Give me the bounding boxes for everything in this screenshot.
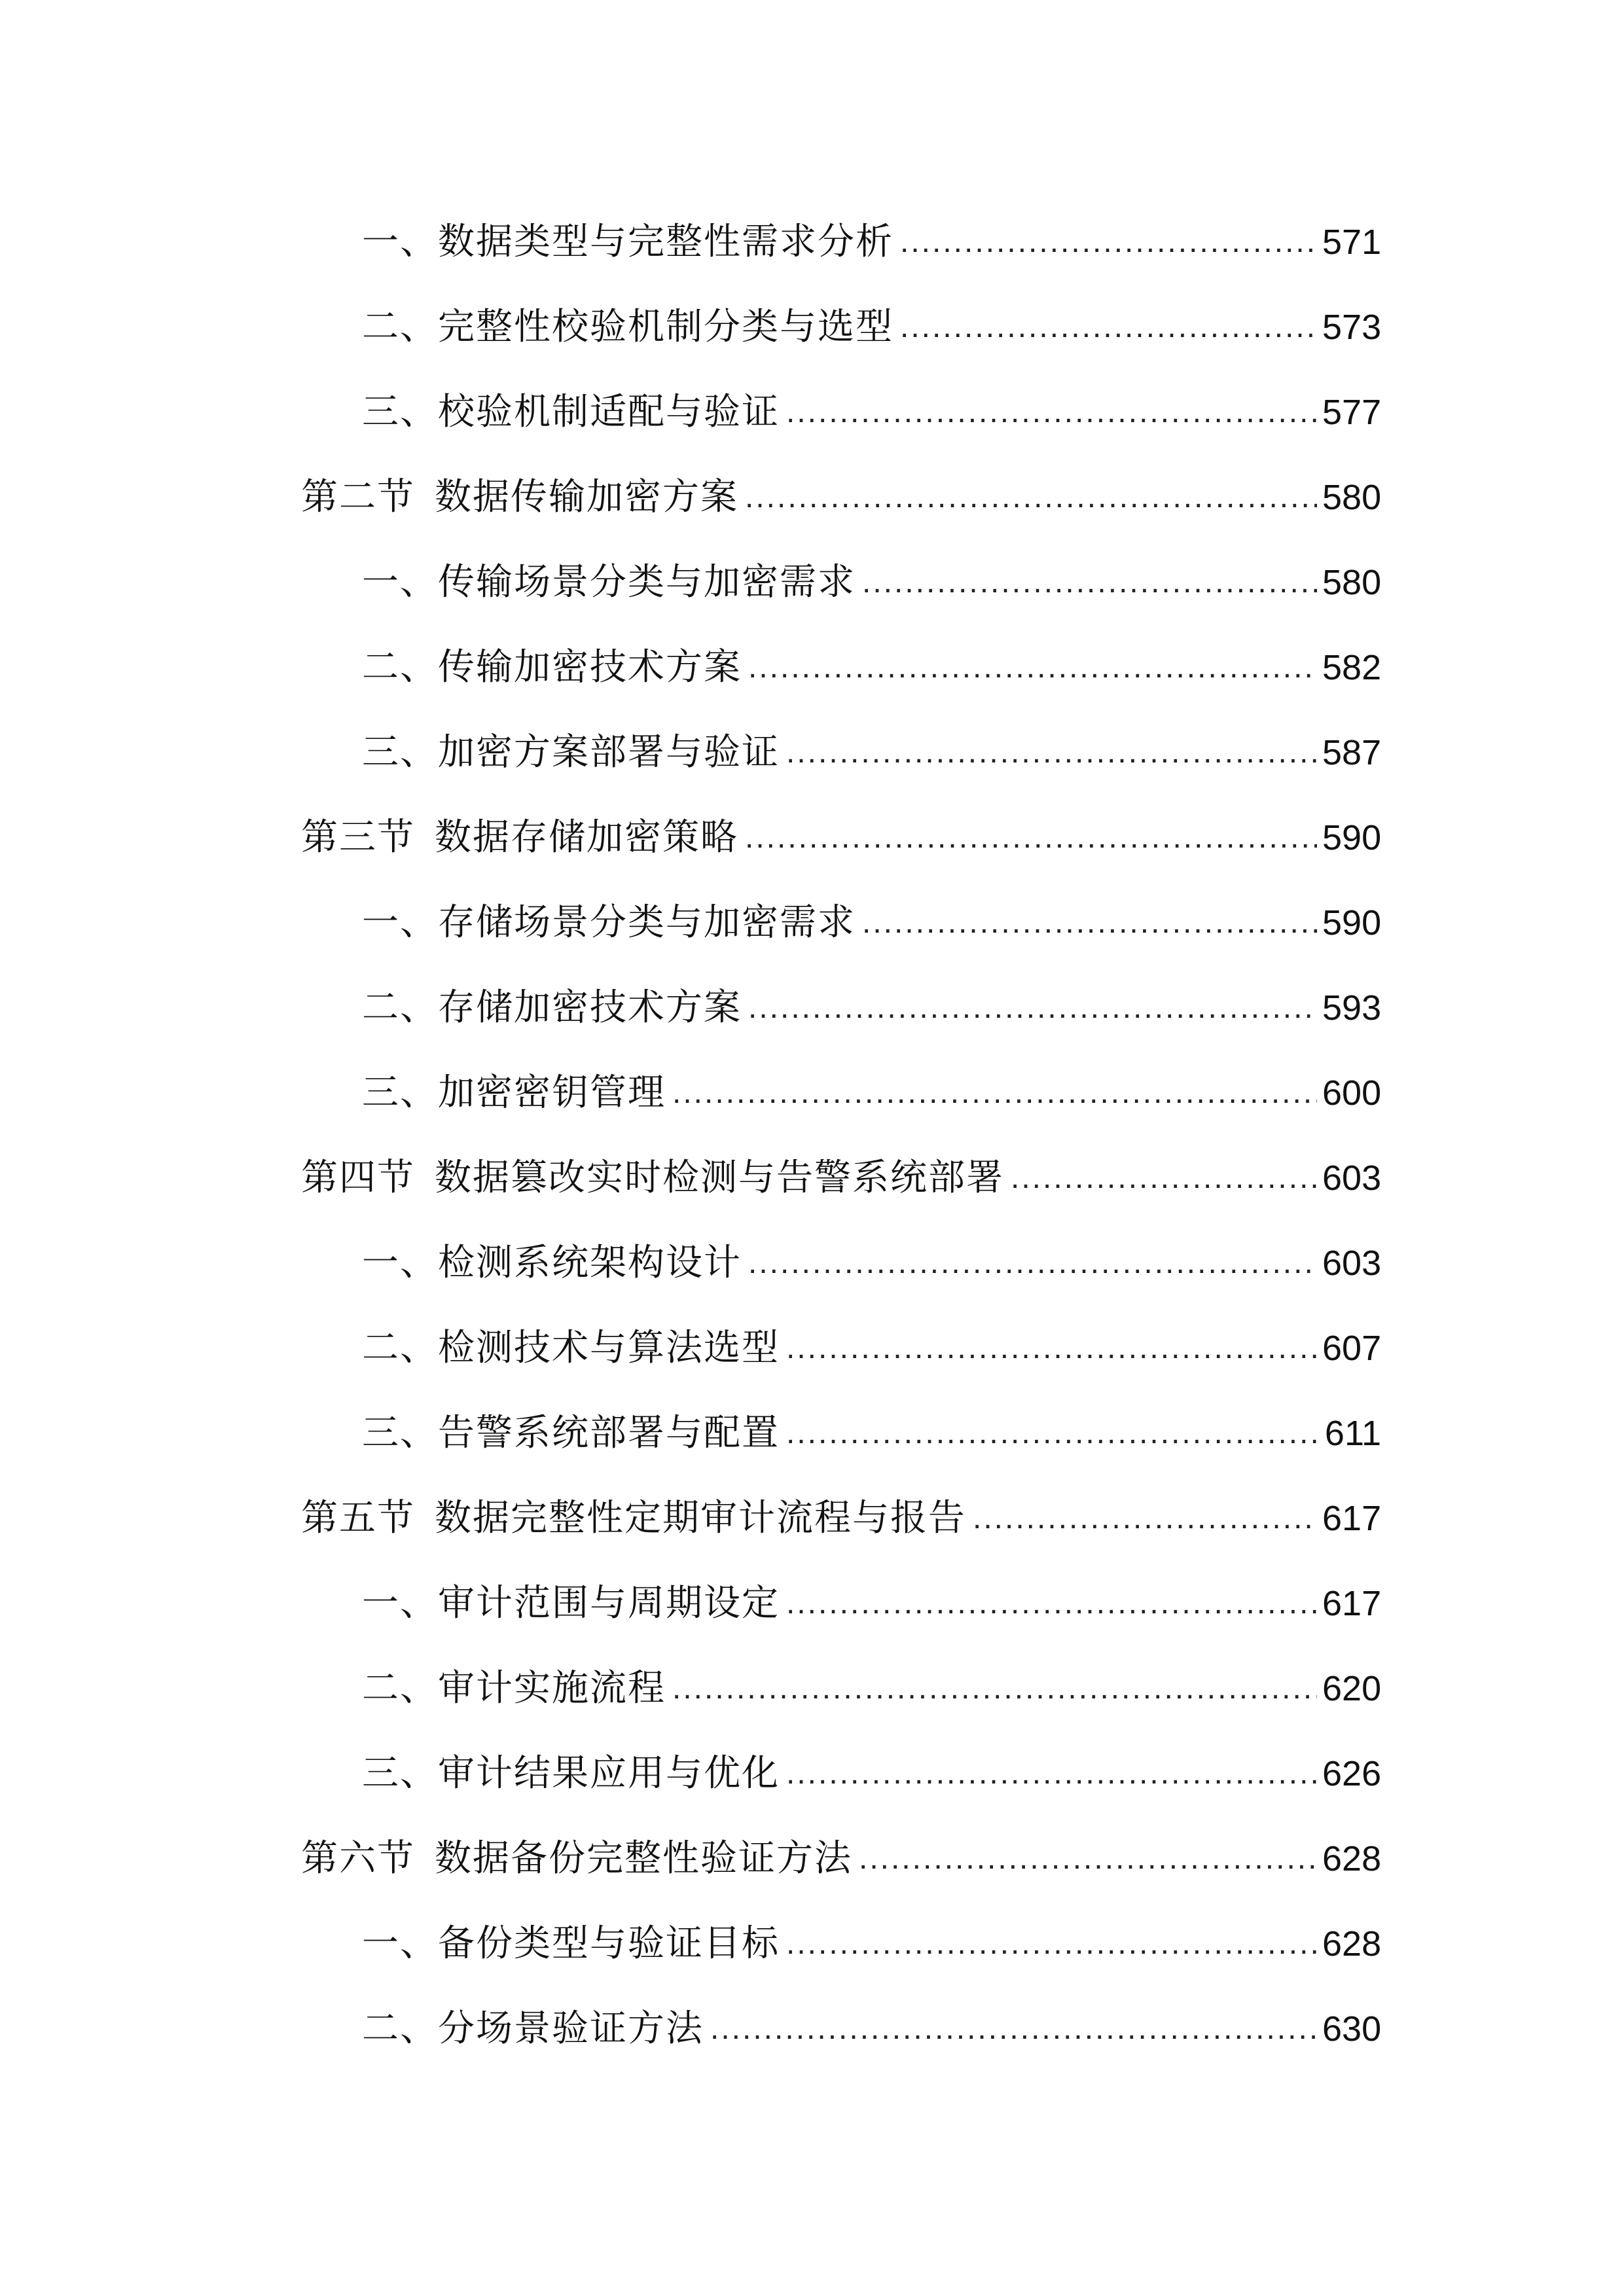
toc-entry-title: 二、检测技术与算法选型: [362, 1327, 780, 1369]
toc-entry-title: 一、检测系统架构设计: [362, 1242, 742, 1284]
toc-entry[interactable]: [301, 1901, 1381, 1986]
toc-dot-leader: [745, 455, 1317, 540]
toc-section-entry[interactable]: [301, 795, 1381, 880]
toc-page-number: 587: [1322, 733, 1382, 772]
toc-entry-title: 三、告警系统部署与配置: [362, 1412, 780, 1454]
toc-entry[interactable]: [301, 1561, 1381, 1646]
toc-entry[interactable]: [301, 880, 1381, 965]
toc-page-number: 617: [1322, 1499, 1382, 1538]
toc-entry-title: 第三节 数据存储加密策略: [301, 816, 738, 859]
toc-dot-leader: [748, 625, 1317, 710]
toc-entry-title: 一、审计范围与周期设定: [362, 1582, 780, 1624]
toc-dot-leader: [748, 1221, 1317, 1306]
toc-dot-leader: [786, 1561, 1317, 1646]
toc-entry[interactable]: [301, 1306, 1381, 1391]
toc-page-number: 577: [1322, 393, 1382, 432]
toc-entry-title: 第二节 数据传输加密方案: [301, 476, 738, 518]
toc-page-number: 617: [1322, 1584, 1382, 1623]
toc-page-number: 593: [1322, 988, 1382, 1028]
toc-page-number: 600: [1322, 1073, 1382, 1113]
toc-section-entry[interactable]: [301, 1816, 1381, 1901]
toc-dot-leader: [745, 795, 1317, 880]
toc-dot-leader: [786, 370, 1317, 455]
toc-page-number: 611: [1324, 1414, 1381, 1453]
toc-page-number: 628: [1322, 1924, 1382, 1964]
toc-entry-title: 第六节 数据备份完整性验证方法: [301, 1837, 852, 1880]
toc-entry[interactable]: [301, 1391, 1381, 1476]
toc-page-number: 580: [1322, 563, 1382, 602]
toc-dot-leader: [862, 880, 1317, 965]
toc-dot-leader: [862, 540, 1317, 625]
toc-entry-title: 二、审计实施流程: [362, 1667, 666, 1710]
toc-dot-leader: [672, 1646, 1317, 1731]
toc-page-number: 607: [1322, 1329, 1382, 1368]
toc-page-number: 620: [1322, 1669, 1382, 1708]
toc-entry[interactable]: [301, 1050, 1381, 1136]
toc-dot-leader: [900, 285, 1317, 370]
toc-section-entry[interactable]: [301, 1136, 1381, 1221]
toc-entry[interactable]: [301, 1646, 1381, 1731]
toc-page-number: 571: [1322, 223, 1382, 262]
toc-page-number: 590: [1322, 903, 1382, 942]
toc-dot-leader: [786, 1391, 1317, 1476]
toc-dot-leader: [786, 1901, 1317, 1986]
toc-dot-leader: [1011, 1136, 1317, 1221]
toc-dot-leader: [900, 200, 1317, 285]
toc-dot-leader: [672, 1050, 1317, 1136]
toc-entry-title: 二、分场景验证方法: [362, 2007, 704, 2050]
toc-entry[interactable]: [301, 540, 1381, 625]
toc-entry[interactable]: [301, 1221, 1381, 1306]
toc-entry-title: 二、传输加密技术方案: [362, 646, 742, 689]
toc-page-number: 603: [1322, 1244, 1382, 1283]
toc-entry[interactable]: [301, 965, 1381, 1050]
toc-dot-leader: [786, 1306, 1317, 1391]
toc-entry-title: 一、存储场景分类与加密需求: [362, 901, 856, 944]
toc-entry-title: 三、校验机制适配与验证: [362, 391, 780, 433]
toc-entry[interactable]: [301, 200, 1381, 285]
toc-entry-title: 三、审计结果应用与优化: [362, 1752, 780, 1795]
toc-dot-leader: [710, 1986, 1317, 2072]
toc-page-number: 603: [1322, 1158, 1382, 1198]
toc-section-entry[interactable]: [301, 455, 1381, 540]
toc-entry[interactable]: [301, 285, 1381, 370]
toc-page-number: 590: [1322, 818, 1382, 857]
toc-entry-title: 一、数据类型与完整性需求分析: [362, 221, 893, 263]
toc-page-number: 630: [1322, 2009, 1382, 2049]
toc-dot-leader: [786, 1731, 1317, 1816]
toc-entry-title: 第五节 数据完整性定期审计流程与报告: [301, 1497, 966, 1539]
toc-entry[interactable]: [301, 1731, 1381, 1816]
toc-page-number: 628: [1322, 1839, 1382, 1878]
toc-entry[interactable]: [301, 710, 1381, 795]
toc-entry-title: 三、加密密钥管理: [362, 1071, 666, 1114]
toc-page-number: 626: [1322, 1754, 1382, 1793]
toc-dot-leader: [973, 1476, 1317, 1561]
toc-entry[interactable]: [301, 370, 1381, 455]
toc-page-number: 573: [1322, 308, 1382, 347]
toc-entry-title: 第四节 数据篡改实时检测与告警系统部署: [301, 1157, 1004, 1199]
toc-dot-leader: [859, 1816, 1317, 1901]
toc-entry-title: 三、加密方案部署与验证: [362, 731, 780, 774]
toc-section-entry[interactable]: [301, 1476, 1381, 1561]
toc-dot-leader: [748, 965, 1317, 1050]
toc-entry-title: 一、传输场景分类与加密需求: [362, 561, 856, 603]
toc-page-number: 580: [1322, 478, 1382, 517]
toc-entry-title: 二、存储加密技术方案: [362, 986, 742, 1029]
toc-entry-title: 一、备份类型与验证目标: [362, 1922, 780, 1965]
toc-dot-leader: [786, 710, 1317, 795]
toc-entry[interactable]: [301, 625, 1381, 710]
toc-entry[interactable]: [301, 1986, 1381, 2072]
toc-page-number: 582: [1322, 648, 1382, 687]
toc-entry-title: 二、完整性校验机制分类与选型: [362, 306, 893, 348]
table-of-contents: [301, 200, 1381, 2072]
